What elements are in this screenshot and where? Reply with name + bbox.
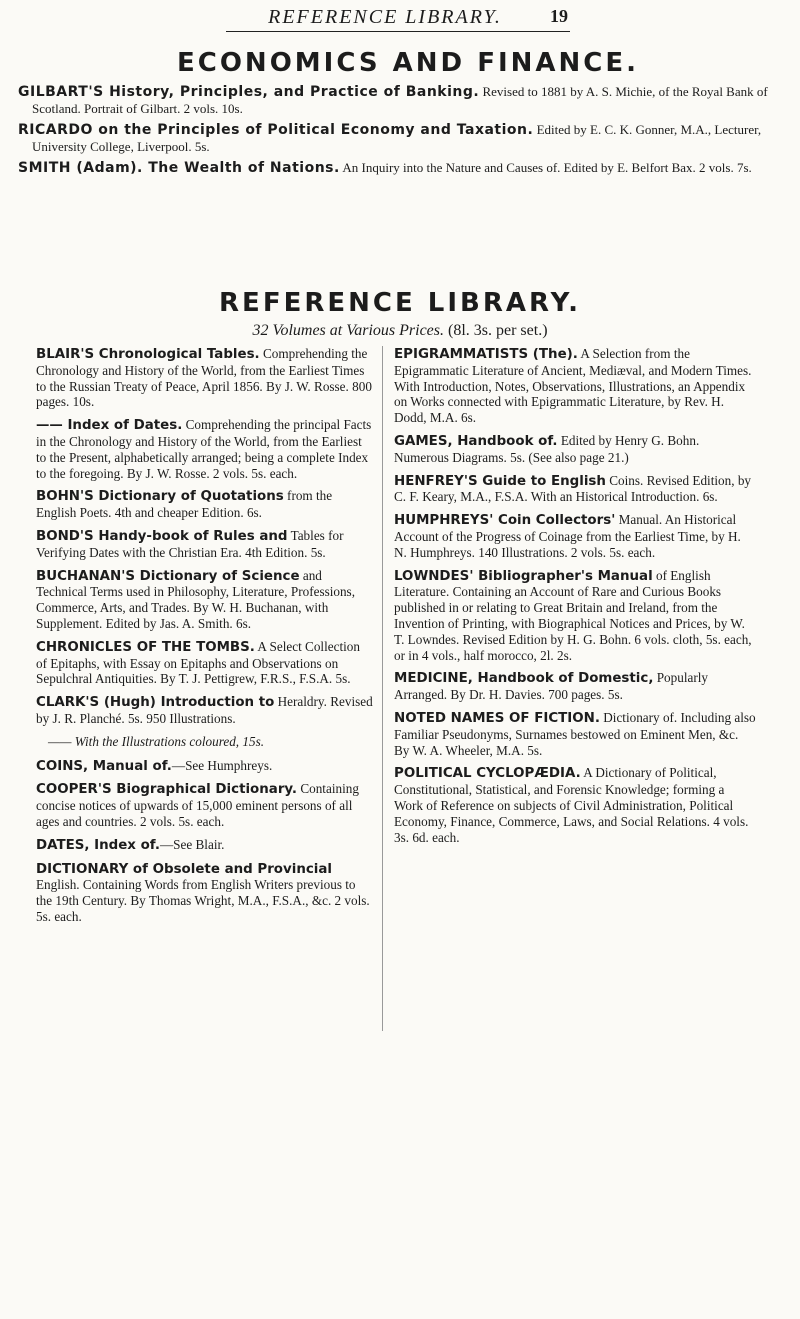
entry-heading: GAMES, Handbook of.: [394, 433, 558, 449]
running-head: [0, 6, 800, 38]
entry-text: of English Literature. Containing an Account of Rare and Curious Books published in or relating to Great Britain and Ireland, from the Invention of Printing, with Biographical Notices and Prices, by W. T. Lowndes. Revised Edition by H. G. Bohn. 6 vols. cloth, 5s. each, or in 4 vols., half morocco, 2l. 2s.: [394, 567, 752, 663]
catalog-entry: [394, 512, 756, 560]
entry-heading: —— Index of Dates.: [36, 418, 183, 434]
entry-heading: NOTED NAMES OF FICTION.: [394, 710, 600, 726]
catalog-entry: [36, 417, 374, 481]
catalog-entry: [36, 694, 374, 727]
catalog-entry: [36, 861, 374, 925]
right-column: [394, 346, 756, 852]
catalog-entry: [394, 765, 756, 845]
entry-text: —— With the Illustrations coloured, 15s.: [48, 733, 265, 749]
catalog-entry: [36, 837, 374, 854]
entry-text: Dictionary of. Including also Familiar Pseudonyms, Surnames bestowed on Eminent Men, &c. By W. A. Wheeler, M.A. 5s.: [394, 709, 756, 758]
reference-heading: REFERENCE LIBRARY.: [219, 288, 581, 318]
economics-section: [18, 48, 778, 183]
entry-text: and Technical Terms used in Philosophy, Literature, Professions, Commerce, Arts, and Trades. By W. H. Buchanan, with Supplement. Edited by Jas. A. Smith. 6s.: [36, 567, 355, 631]
economics-entry: RICARDO on the Principles of Political Economy and Taxation. Edited by E. C. K. Gonner, M.A., Lecturer, University College, Liverpool. 5s.: [18, 122, 762, 154]
entry-heading: CHRONICLES OF THE TOMBS.: [36, 639, 255, 655]
catalog-entry: [394, 710, 756, 758]
entry-text: Tables for Verifying Dates with the Christian Era. 4th Edition. 5s.: [36, 527, 344, 560]
entry-heading: BOHN'S Dictionary of Quotations: [36, 489, 284, 505]
entry-heading: BOND'S Handy-book of Rules and: [36, 528, 288, 544]
running-head-title: REFERENCE LIBRARY.: [268, 6, 502, 28]
entry-text: Popularly Arranged. By Dr. H. Davies. 700 pages. 5s.: [394, 670, 709, 703]
entry-heading: BLAIR'S Chronological Tables.: [36, 347, 260, 362]
catalog-entry: [36, 488, 374, 521]
entry-text: Manual. An Historical Account of the Progress of Coinage from the Earliest Time, by H. N. Humphreys. 140 Illustrations. 2 vols. 5s. each.: [394, 512, 741, 560]
catalog-entry: [36, 568, 374, 632]
economics-heading: ECONOMICS AND FINANCE.: [176, 48, 639, 78]
running-head-rule: [226, 31, 570, 32]
entry-text: Coins. Revised Edition, by C. F. Keary, M.A., F.S.A. With an Historical Introduction. 6s.: [394, 472, 751, 505]
economics-entry: GILBART'S History, Principles, and Practice of Banking. Revised to 1881 by A. S. Michie, of the Royal Bank of Scotland. Portrait of Gilbart. 2 vols. 10s.: [18, 84, 768, 116]
entry-text: Edited by Henry G. Bohn. Numerous Diagrams. 5s. (See also page 21.): [394, 432, 700, 465]
catalog-entry: [394, 568, 756, 664]
entry-text: Containing concise notices of upwards of 15,000 eminent persons of all ages and countries. 2 vols. 5s. each.: [36, 781, 359, 829]
entry-heading: LOWNDES' Bibliographer's Manual: [394, 568, 653, 584]
entry-heading: HENFREY'S Guide to English: [394, 473, 606, 489]
left-column: [36, 346, 374, 932]
catalog-entry: [394, 670, 756, 703]
economics-entry: SMITH (Adam). The Wealth of Nations. An Inquiry into the Nature and Causes of. Edited by E. Belfort Bax. 2 vols. 7s.: [18, 160, 752, 176]
entry-heading: MEDICINE, Handbook of Domestic,: [394, 671, 654, 687]
entry-text: —See Blair.: [159, 836, 225, 852]
catalog-entry: [36, 528, 374, 561]
entry-text: Comprehending the principal Facts in the Chronology and History of the World, from the Earliest to the Present, alphabetically arranged; being a complete Index to the foregoing. By J. W. Rosse. 2 vols. 5s. each.: [36, 417, 372, 481]
entry-text: English. Containing Words from English Writers previous to the 19th Century. By Thomas Wright, M.A., F.S.A., &c. 2 vols. 5s. each.: [36, 877, 370, 924]
entry-heading: HUMPHREYS' Coin Collectors': [394, 513, 616, 529]
catalog-entry: [394, 346, 756, 426]
entry-text: Comprehending the Chronology and History of the World, from the Earliest Times to the Russian Treaty of Peace, April 1856. By J. W. Rosse. 800 pages. 10s.: [36, 346, 372, 410]
catalog-entry: [36, 758, 374, 775]
catalog-entry: [36, 346, 374, 410]
reference-subheading: 32 Volumes at Various Prices. (8l. 3s. per set.): [252, 322, 548, 339]
entry-heading: DATES, Index of.: [36, 837, 160, 853]
entry-heading: DICTIONARY of Obsolete and Provincial: [36, 861, 333, 877]
entry-heading: EPIGRAMMATISTS (The).: [394, 347, 578, 362]
entry-heading: COOPER'S Biographical Dictionary.: [36, 782, 298, 798]
entry-heading: POLITICAL CYCLOPÆDIA.: [394, 766, 581, 782]
catalog-entry: [36, 781, 374, 829]
entry-heading: CLARK'S (Hugh) Introduction to: [36, 695, 275, 711]
catalog-entry: [36, 639, 374, 687]
catalog-entry: [394, 473, 756, 506]
column-divider: [382, 346, 383, 1031]
entry-heading: COINS, Manual of.: [36, 758, 172, 774]
entry-heading: BUCHANAN'S Dictionary of Science: [36, 568, 300, 584]
entry-text: —See Humphreys.: [171, 757, 273, 773]
entry-text: A Select Collection of Epitaphs, with Essay on Epitaphs and Observations on Sepulchral Antiquities. By T. J. Pettigrew, F.R.S., F.S.A. 5s.: [36, 638, 360, 687]
entry-text: A Selection from the Epigrammatic Literature of Ancient, Mediæval, and Modern Times. With Introduction, Notes, Observations, Illustrations, an Appendix on Works connected with Epigrammatic Literature, by Rev. H. Dodd, M.A. 6s.: [394, 346, 752, 426]
entry-text: from the English Poets. 4th and cheaper Edition. 6s.: [36, 488, 333, 521]
catalog-entry: [394, 433, 756, 466]
page-number: 19: [550, 6, 568, 26]
entry-text: Heraldry. Revised by J. R. Planché. 5s. 950 Illustrations.: [36, 694, 373, 726]
catalog-entry: [36, 734, 374, 751]
entry-text: A Dictionary of Political, Constitutional, Statistical, and Forensic Knowledge; forming a Work of Reference on subjects of Civil Administration, Political Economy, Finance, Commerce, Laws, and Social Relations. 4 vols. 3s. 6d. each.: [394, 765, 749, 845]
